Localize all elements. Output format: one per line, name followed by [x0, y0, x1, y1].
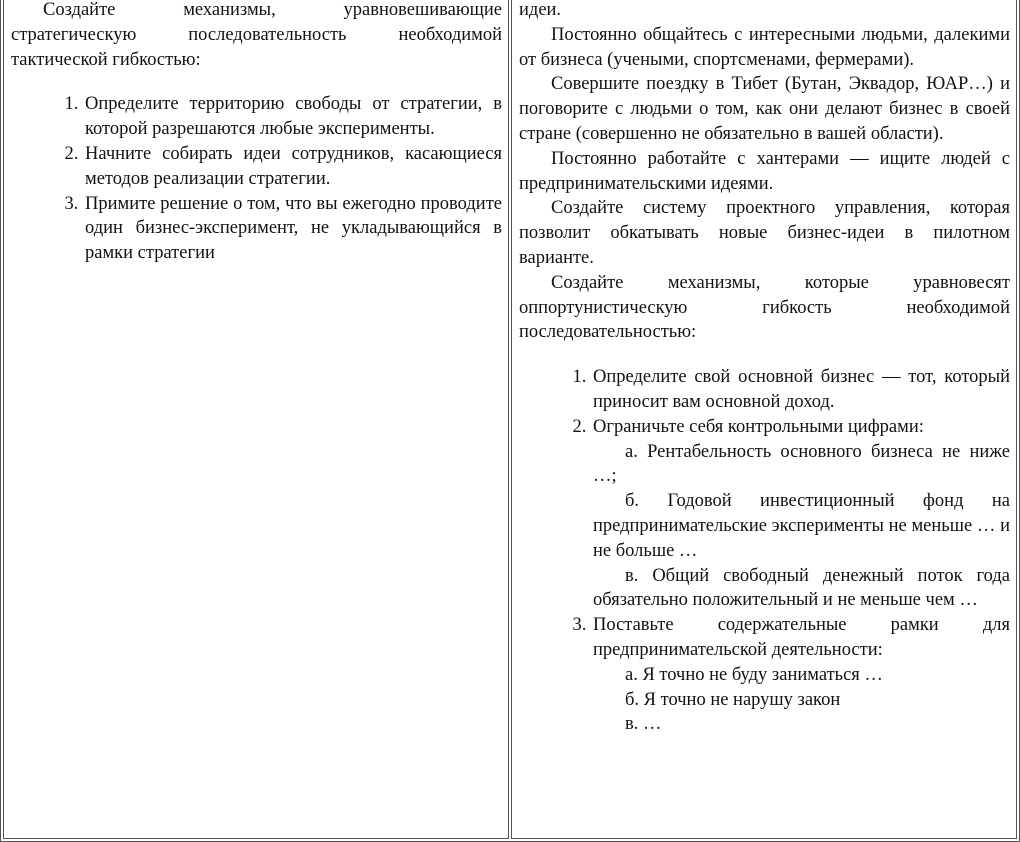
sub-item: в. …: [625, 714, 662, 735]
list-item: 1. Определите территорию свободы от стратегии, в которой разрешаются любые эксперименты.: [83, 92, 502, 142]
list-item-text: Определите свой основной бизнес — тот, который приносит вам основной доход.: [593, 367, 1010, 412]
right-list: [519, 365, 1010, 737]
left-cell: [3, 0, 509, 839]
paragraph: Постоянно работайте с хантерами — ищите людей с предпринимательскими идеями.: [519, 148, 1010, 194]
right-cell: [511, 0, 1017, 839]
list-item: [591, 365, 1010, 415]
paragraph: Создайте систему проектного управления, которая позволит обкатывать новые бизнес-идеи в пилотном варианте.: [519, 198, 1010, 268]
paragraph: Совершите поездку в Тибет (Бутан, Эквадор, ЮАР…) и поговорите с людьми о том, как они делают бизнес в своей стране (совершенно не обязательно в вашей области).: [519, 74, 1010, 144]
list-item-text: Поставьте содержательные рамки для предпринимательской деятельности:: [593, 615, 1010, 660]
list-item: [591, 415, 1010, 613]
list-item-text: Ограничьте себя контрольными цифрами:: [593, 416, 924, 437]
left-list: [11, 92, 502, 266]
list-item: [591, 613, 1010, 737]
sub-item: б. Я точно не нарушу закон: [625, 689, 841, 710]
left-intro: Создайте механизмы, уравновешивающие стратегическую последовательность необходимой тактической гибкостью:: [11, 0, 502, 70]
sub-item: б. Годовой инвестиционный фонд на предпринимательские эксперименты не меньше … и не больше …: [593, 491, 1010, 561]
sub-item: а. Я точно не буду заниматься …: [625, 664, 883, 685]
sub-item: а. Рентабельность основного бизнеса не ниже …;: [593, 441, 1010, 487]
list-item: 2. Начните собирать идеи сотрудников, касающиеся методов реализации стратегии.: [83, 142, 502, 192]
paragraph: идеи.: [519, 0, 562, 20]
paragraph: Создайте механизмы, которые уравновесят оппортунистическую гибкость необходимой последовательностью:: [519, 272, 1010, 343]
list-item: 3. Примите решение о том, что вы ежегодно проводите один бизнес-эксперимент, не укладывающийся в рамки стратегии: [83, 192, 502, 266]
sub-item: в. Общий свободный денежный поток года обязательно положительный и не меньше чем …: [593, 565, 1010, 611]
paragraph: Постоянно общайтесь с интересными людьми, далекими от бизнеса (учеными, спортсменами, фермерами).: [519, 24, 1010, 70]
